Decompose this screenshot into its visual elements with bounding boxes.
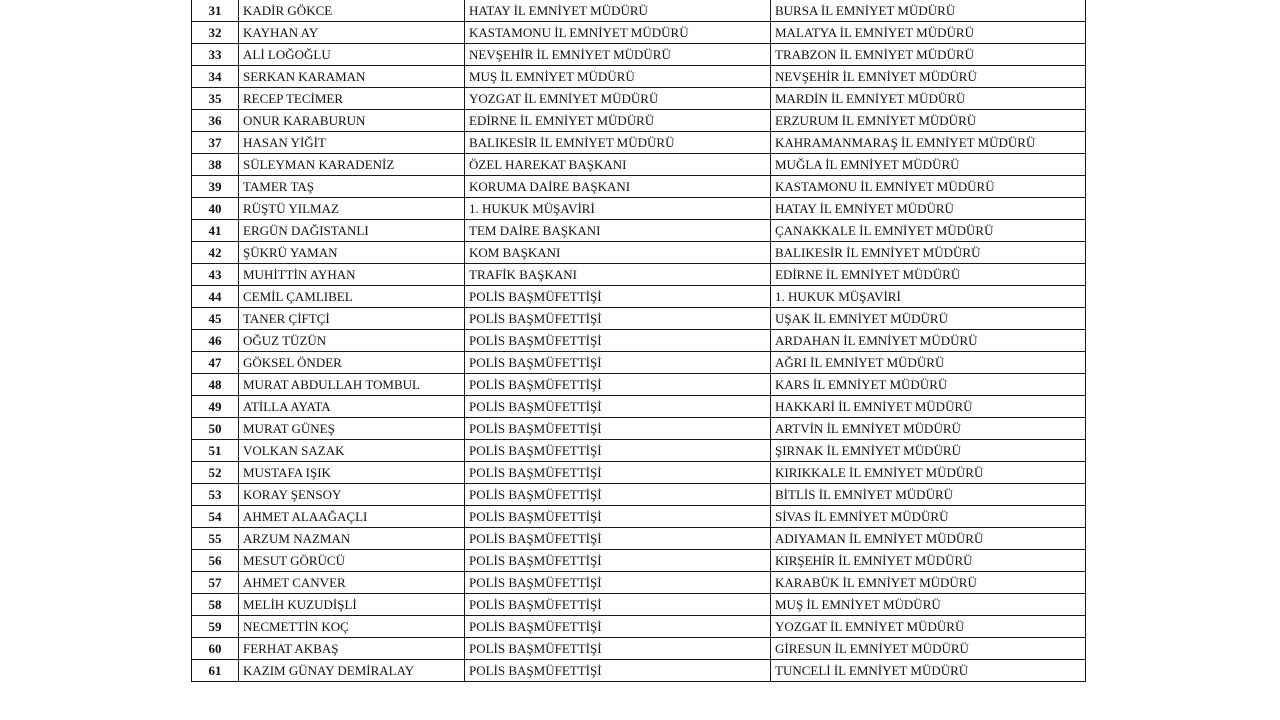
row-number: 37 [192, 132, 239, 154]
table-row [192, 638, 1086, 660]
table-row [192, 198, 1086, 220]
person-name: SÜLEYMAN KARADENİZ [239, 154, 465, 176]
row-number: 58 [192, 594, 239, 616]
table-row [192, 396, 1086, 418]
table-row [192, 440, 1086, 462]
new-post: ERZURUM İL EMNİYET MÜDÜRÜ [771, 110, 1086, 132]
new-post: MARDİN İL EMNİYET MÜDÜRÜ [771, 88, 1086, 110]
row-number: 36 [192, 110, 239, 132]
table-row [192, 66, 1086, 88]
new-post: TRABZON İL EMNİYET MÜDÜRÜ [771, 44, 1086, 66]
new-post: BİTLİS İL EMNİYET MÜDÜRÜ [771, 484, 1086, 506]
current-post: 1. HUKUK MÜŞAVİRİ [465, 198, 771, 220]
person-name: TANER ÇİFTÇİ [239, 308, 465, 330]
new-post: ADIYAMAN İL EMNİYET MÜDÜRÜ [771, 528, 1086, 550]
table-row [192, 418, 1086, 440]
person-name: FERHAT AKBAŞ [239, 638, 465, 660]
row-number: 49 [192, 396, 239, 418]
person-name: OĞUZ TÜZÜN [239, 330, 465, 352]
person-name: NECMETTİN KOÇ [239, 616, 465, 638]
table-body [192, 0, 1086, 682]
row-number: 52 [192, 462, 239, 484]
person-name: ATİLLA AYATA [239, 396, 465, 418]
row-number: 43 [192, 264, 239, 286]
new-post: KAHRAMANMARAŞ İL EMNİYET MÜDÜRÜ [771, 132, 1086, 154]
row-number: 44 [192, 286, 239, 308]
person-name: ONUR KARABURUN [239, 110, 465, 132]
person-name: AHMET ALAAĞAÇLI [239, 506, 465, 528]
row-number: 42 [192, 242, 239, 264]
person-name: CEMİL ÇAMLIBEL [239, 286, 465, 308]
row-number: 59 [192, 616, 239, 638]
row-number: 45 [192, 308, 239, 330]
person-name: ŞÜKRÜ YAMAN [239, 242, 465, 264]
current-post: HATAY İL EMNİYET MÜDÜRÜ [465, 0, 771, 22]
person-name: MUHİTTİN AYHAN [239, 264, 465, 286]
current-post: POLİS BAŞMÜFETTİŞİ [465, 572, 771, 594]
table-row [192, 594, 1086, 616]
current-post: POLİS BAŞMÜFETTİŞİ [465, 374, 771, 396]
table-row [192, 616, 1086, 638]
current-post: POLİS BAŞMÜFETTİŞİ [465, 528, 771, 550]
person-name: ARZUM NAZMAN [239, 528, 465, 550]
row-number: 61 [192, 660, 239, 682]
table-row [192, 132, 1086, 154]
row-number: 54 [192, 506, 239, 528]
row-number: 57 [192, 572, 239, 594]
current-post: POLİS BAŞMÜFETTİŞİ [465, 286, 771, 308]
table-row [192, 44, 1086, 66]
current-post: POLİS BAŞMÜFETTİŞİ [465, 506, 771, 528]
current-post: POLİS BAŞMÜFETTİŞİ [465, 594, 771, 616]
new-post: MALATYA İL EMNİYET MÜDÜRÜ [771, 22, 1086, 44]
table-row [192, 154, 1086, 176]
current-post: POLİS BAŞMÜFETTİŞİ [465, 330, 771, 352]
row-number: 53 [192, 484, 239, 506]
person-name: GÖKSEL ÖNDER [239, 352, 465, 374]
new-post: YOZGAT İL EMNİYET MÜDÜRÜ [771, 616, 1086, 638]
row-number: 51 [192, 440, 239, 462]
new-post: NEVŞEHİR İL EMNİYET MÜDÜRÜ [771, 66, 1086, 88]
new-post: HATAY İL EMNİYET MÜDÜRÜ [771, 198, 1086, 220]
row-number: 60 [192, 638, 239, 660]
table-row [192, 88, 1086, 110]
current-post: KASTAMONU İL EMNİYET MÜDÜRÜ [465, 22, 771, 44]
current-post: POLİS BAŞMÜFETTİŞİ [465, 462, 771, 484]
person-name: TAMER TAŞ [239, 176, 465, 198]
table-row [192, 220, 1086, 242]
table-row [192, 506, 1086, 528]
current-post: POLİS BAŞMÜFETTİŞİ [465, 484, 771, 506]
current-post: POLİS BAŞMÜFETTİŞİ [465, 396, 771, 418]
current-post: POLİS BAŞMÜFETTİŞİ [465, 550, 771, 572]
current-post: MUŞ İL EMNİYET MÜDÜRÜ [465, 66, 771, 88]
table-row [192, 528, 1086, 550]
new-post: BURSA İL EMNİYET MÜDÜRÜ [771, 0, 1086, 22]
new-post: MUĞLA İL EMNİYET MÜDÜRÜ [771, 154, 1086, 176]
new-post: AĞRI İL EMNİYET MÜDÜRÜ [771, 352, 1086, 374]
new-post: TUNCELİ İL EMNİYET MÜDÜRÜ [771, 660, 1086, 682]
new-post: ARDAHAN İL EMNİYET MÜDÜRÜ [771, 330, 1086, 352]
current-post: KORUMA DAİRE BAŞKANI [465, 176, 771, 198]
person-name: KAZIM GÜNAY DEMİRALAY [239, 660, 465, 682]
row-number: 35 [192, 88, 239, 110]
row-number: 55 [192, 528, 239, 550]
table-row [192, 264, 1086, 286]
current-post: POLİS BAŞMÜFETTİŞİ [465, 418, 771, 440]
row-number: 48 [192, 374, 239, 396]
person-name: KAYHAN AY [239, 22, 465, 44]
new-post: KARS İL EMNİYET MÜDÜRÜ [771, 374, 1086, 396]
row-number: 38 [192, 154, 239, 176]
table-row [192, 484, 1086, 506]
appointment-table [191, 0, 1086, 682]
table-row [192, 462, 1086, 484]
person-name: HASAN YİĞİT [239, 132, 465, 154]
row-number: 47 [192, 352, 239, 374]
table-row [192, 374, 1086, 396]
person-name: SERKAN KARAMAN [239, 66, 465, 88]
table-row [192, 286, 1086, 308]
current-post: POLİS BAŞMÜFETTİŞİ [465, 616, 771, 638]
new-post: ŞIRNAK İL EMNİYET MÜDÜRÜ [771, 440, 1086, 462]
table-row [192, 0, 1086, 22]
row-number: 34 [192, 66, 239, 88]
current-post: YOZGAT İL EMNİYET MÜDÜRÜ [465, 88, 771, 110]
current-post: ÖZEL HAREKAT BAŞKANI [465, 154, 771, 176]
person-name: ERGÜN DAĞISTANLI [239, 220, 465, 242]
row-number: 31 [192, 0, 239, 22]
person-name: AHMET CANVER [239, 572, 465, 594]
row-number: 33 [192, 44, 239, 66]
table-row [192, 308, 1086, 330]
row-number: 40 [192, 198, 239, 220]
new-post: 1. HUKUK MÜŞAVİRİ [771, 286, 1086, 308]
table-row [192, 330, 1086, 352]
table-row [192, 22, 1086, 44]
current-post: KOM BAŞKANI [465, 242, 771, 264]
new-post: EDİRNE İL EMNİYET MÜDÜRÜ [771, 264, 1086, 286]
new-post: BALIKESİR İL EMNİYET MÜDÜRÜ [771, 242, 1086, 264]
current-post: POLİS BAŞMÜFETTİŞİ [465, 352, 771, 374]
table-row [192, 550, 1086, 572]
new-post: KIRIKKALE İL EMNİYET MÜDÜRÜ [771, 462, 1086, 484]
new-post: UŞAK İL EMNİYET MÜDÜRÜ [771, 308, 1086, 330]
person-name: KADİR GÖKCE [239, 0, 465, 22]
person-name: ALİ LOĞOĞLU [239, 44, 465, 66]
row-number: 39 [192, 176, 239, 198]
table-row [192, 242, 1086, 264]
person-name: MESUT GÖRÜCÜ [239, 550, 465, 572]
new-post: KASTAMONU İL EMNİYET MÜDÜRÜ [771, 176, 1086, 198]
person-name: MURAT ABDULLAH TOMBUL [239, 374, 465, 396]
new-post: GİRESUN İL EMNİYET MÜDÜRÜ [771, 638, 1086, 660]
row-number: 56 [192, 550, 239, 572]
new-post: ARTVİN İL EMNİYET MÜDÜRÜ [771, 418, 1086, 440]
current-post: TRAFİK BAŞKANI [465, 264, 771, 286]
person-name: KORAY ŞENSOY [239, 484, 465, 506]
table-row [192, 110, 1086, 132]
current-post: NEVŞEHİR İL EMNİYET MÜDÜRÜ [465, 44, 771, 66]
current-post: POLİS BAŞMÜFETTİŞİ [465, 660, 771, 682]
new-post: MUŞ İL EMNİYET MÜDÜRÜ [771, 594, 1086, 616]
new-post: SİVAS İL EMNİYET MÜDÜRÜ [771, 506, 1086, 528]
current-post: POLİS BAŞMÜFETTİŞİ [465, 638, 771, 660]
current-post: POLİS BAŞMÜFETTİŞİ [465, 308, 771, 330]
current-post: TEM DAİRE BAŞKANI [465, 220, 771, 242]
table-row [192, 660, 1086, 682]
row-number: 50 [192, 418, 239, 440]
table-row [192, 352, 1086, 374]
person-name: MURAT GÜNEŞ [239, 418, 465, 440]
table-row [192, 572, 1086, 594]
current-post: BALIKESİR İL EMNİYET MÜDÜRÜ [465, 132, 771, 154]
person-name: RECEP TECİMER [239, 88, 465, 110]
person-name: RÜŞTÜ YILMAZ [239, 198, 465, 220]
row-number: 41 [192, 220, 239, 242]
current-post: POLİS BAŞMÜFETTİŞİ [465, 440, 771, 462]
new-post: HAKKARİ İL EMNİYET MÜDÜRÜ [771, 396, 1086, 418]
new-post: KARABÜK İL EMNİYET MÜDÜRÜ [771, 572, 1086, 594]
person-name: MUSTAFA IŞIK [239, 462, 465, 484]
row-number: 46 [192, 330, 239, 352]
person-name: MELİH KUZUDİŞLİ [239, 594, 465, 616]
new-post: KIRŞEHİR İL EMNİYET MÜDÜRÜ [771, 550, 1086, 572]
row-number: 32 [192, 22, 239, 44]
new-post: ÇANAKKALE İL EMNİYET MÜDÜRÜ [771, 220, 1086, 242]
current-post: EDİRNE İL EMNİYET MÜDÜRÜ [465, 110, 771, 132]
person-name: VOLKAN SAZAK [239, 440, 465, 462]
table-row [192, 176, 1086, 198]
